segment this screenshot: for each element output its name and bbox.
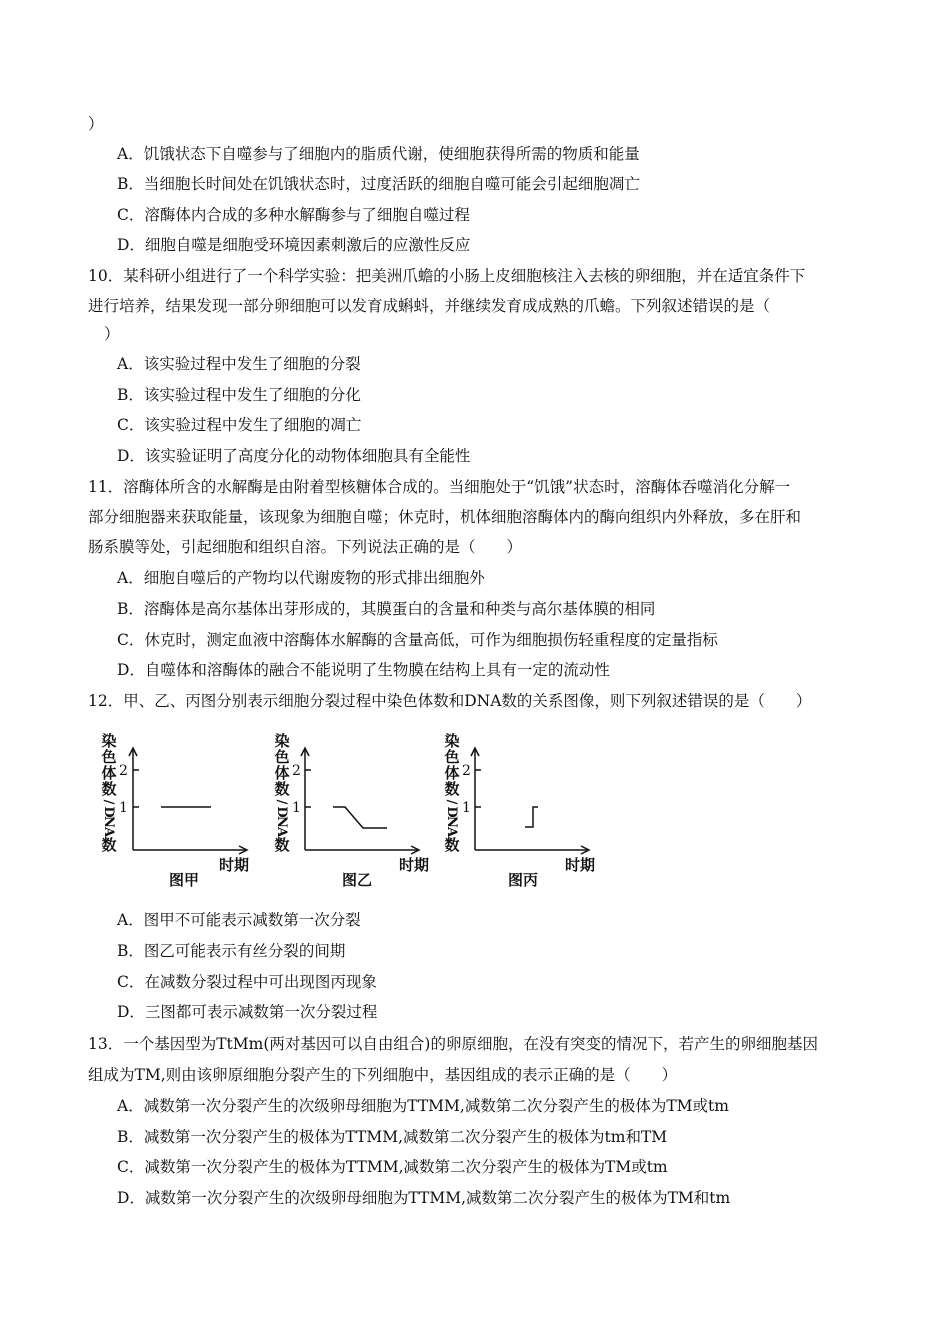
y-axis-label-char: 色: [444, 748, 460, 766]
q12-option-b: B．图乙可能表示有丝分裂的间期: [117, 942, 346, 960]
fig-yi-data-line: [333, 807, 387, 828]
y-axis-label-char: /: [274, 799, 289, 805]
q11-option-b: B．溶酶体是高尔基体出芽形成的，其膜蛋白的含量和种类与高尔基体膜的相同: [117, 600, 656, 618]
y-axis-label-char: D: [101, 806, 116, 818]
y-axis-label-char: D: [444, 806, 459, 818]
q13-option-c: C．减数第一次分裂产生的极体为TTMM,减数第二次分裂产生的极体为TM或tm: [117, 1158, 668, 1176]
q13-option-d: D．减数第一次分裂产生的次级卵母细胞为TTMM,减数第二次分裂产生的极体为TM和tm: [117, 1189, 731, 1207]
fig-bing-caption: 图丙: [508, 871, 539, 889]
q13-stem-line-1: 13．一个基因型为TtMm(两对基因可以自由组合)的卵原细胞，在没有突变的情况下，若产生的卵细胞基因: [88, 1035, 818, 1053]
q11-option-a: A．细胞自噬后的产物均以代谢废物的形式排出细胞外: [117, 569, 485, 587]
fig-bing-tick-1-label: 1: [462, 800, 471, 816]
q9-option-b: B．当细胞长时间处在饥饿状态时，过度活跃的细胞自噬可能会引起细胞凋亡: [117, 175, 640, 193]
fig-jia-x-label: 时期: [219, 856, 250, 874]
y-axis-label-char: N: [101, 816, 116, 828]
fig-jia-y-label: [100, 732, 116, 854]
y-axis-label-char: N: [444, 816, 459, 828]
y-axis-label-char: 数: [444, 780, 460, 798]
q12-figure: [95, 728, 615, 893]
y-axis-label-char: /: [444, 799, 459, 805]
q10-stem-line-3: ）: [104, 325, 120, 343]
fig-bing-y-label: [443, 732, 459, 854]
q13-stem-line-2: 组成为TM,则由该卵原细胞分裂产生的下列细胞中，基因组成的表示正确的是（ ）: [88, 1066, 678, 1084]
q12-figure-svg: [95, 728, 615, 893]
q9-closing-paren: ）: [88, 115, 104, 133]
y-axis-label-char: D: [274, 806, 289, 818]
q9-option-d: D．细胞自噬是细胞受环境因素刺激后的应激性反应: [117, 236, 471, 254]
q11-option-d: D．自噬体和溶酶体的融合不能说明了生物膜在结构上具有一定的流动性: [117, 661, 610, 679]
q12-stem-line-1: 12．甲、乙、丙图分别表示细胞分裂过程中染色体数和DNA数的关系图像，则下列叙述错误的是（ ）: [88, 692, 812, 710]
y-axis-label-char: 染: [444, 732, 460, 750]
y-axis-label-char: A: [274, 826, 289, 838]
q13-option-a: A．减数第一次分裂产生的次级卵母细胞为TTMM,减数第二次分裂产生的极体为TM或tm: [117, 1097, 729, 1115]
y-axis-label-char: /: [101, 799, 116, 805]
y-axis-label-char: 数: [274, 780, 290, 798]
y-axis-label-char: 染: [274, 732, 290, 750]
fig-bing-x-label: 时期: [565, 856, 596, 874]
y-axis-label-char: 体: [274, 764, 290, 782]
fig-yi-x-label: 时期: [399, 856, 430, 874]
q11-stem-line-3: 肠系膜等处，引起细胞和组织自溶。下列说法正确的是（ ）: [88, 538, 523, 556]
q12-option-c: C．在减数分裂过程中可出现图丙现象: [117, 973, 377, 991]
q10-option-c: C．该实验过程中发生了细胞的凋亡: [117, 416, 362, 434]
y-axis-label-char: 体: [444, 764, 460, 782]
y-axis-label-char: 数: [101, 780, 117, 798]
q9-option-a: A．饥饿状态下自噬参与了细胞内的脂质代谢，使细胞获得所需的物质和能量: [117, 145, 640, 163]
fig-jia-caption: 图甲: [169, 871, 200, 889]
y-axis-label-char: 染: [101, 732, 117, 750]
y-axis-label-char: 数: [274, 836, 290, 854]
fig-bing-tick-2-label: 2: [462, 763, 471, 779]
q11-option-c: C．休克时，测定血液中溶酶体水解酶的含量高低，可作为细胞损伤轻重程度的定量指标: [117, 631, 718, 649]
q10-stem-line-1: 10．某科研小组进行了一个科学实验：把美洲爪蟾的小肠上皮细胞核注入去核的卵细胞，并在适宜条件下: [88, 267, 806, 285]
y-axis-label-char: N: [274, 816, 289, 828]
q10-option-a: A．该实验过程中发生了细胞的分裂: [117, 355, 361, 373]
q10-option-d: D．该实验证明了高度分化的动物体细胞具有全能性: [117, 447, 471, 465]
fig-yi-tick-1-label: 1: [292, 800, 301, 816]
fig-yi-tick-2-label: 2: [292, 763, 301, 779]
fig-jia-tick-1-label: 1: [119, 800, 128, 816]
q11-stem-line-1: 11．溶酶体所含的水解酶是由附着型核糖体合成的。当细胞处于“饥饿”状态时，溶酶体吞噬消化分解一: [88, 478, 791, 496]
q9-option-c: C．溶酶体内合成的多种水解酶参与了细胞自噬过程: [117, 206, 470, 224]
y-axis-label-char: 色: [101, 748, 117, 766]
y-axis-label-char: 色: [274, 748, 290, 766]
fig-bing-data-line: [525, 807, 538, 827]
q10-option-b: B．该实验过程中发生了细胞的分化: [117, 386, 361, 404]
q12-option-d: D．三图都可表示减数第一次分裂过程: [117, 1003, 378, 1021]
y-axis-label-char: A: [101, 826, 116, 838]
y-axis-label-char: A: [444, 826, 459, 838]
y-axis-label-char: 数: [444, 836, 460, 854]
fig-yi-y-label: [273, 732, 289, 854]
y-axis-label-char: 数: [101, 836, 117, 854]
fig-yi-caption: 图乙: [342, 871, 373, 889]
y-axis-label-char: 体: [101, 764, 117, 782]
q10-stem-line-2: 进行培养，结果发现一部分卵细胞可以发育成蝌蚪，并继续发育成成熟的爪蟾。下列叙述错误的是（: [88, 297, 771, 315]
q13-option-b: B．减数第一次分裂产生的极体为TTMM,减数第二次分裂产生的极体为tm和TM: [117, 1128, 668, 1146]
fig-jia-tick-2-label: 2: [119, 763, 128, 779]
q12-option-a: A．图甲不可能表示减数第一次分裂: [117, 911, 361, 929]
q11-stem-line-2: 部分细胞器来获取能量，该现象为细胞自噬；休克时，机体细胞溶酶体内的酶向组织内外释放，多在肝和: [88, 508, 802, 526]
